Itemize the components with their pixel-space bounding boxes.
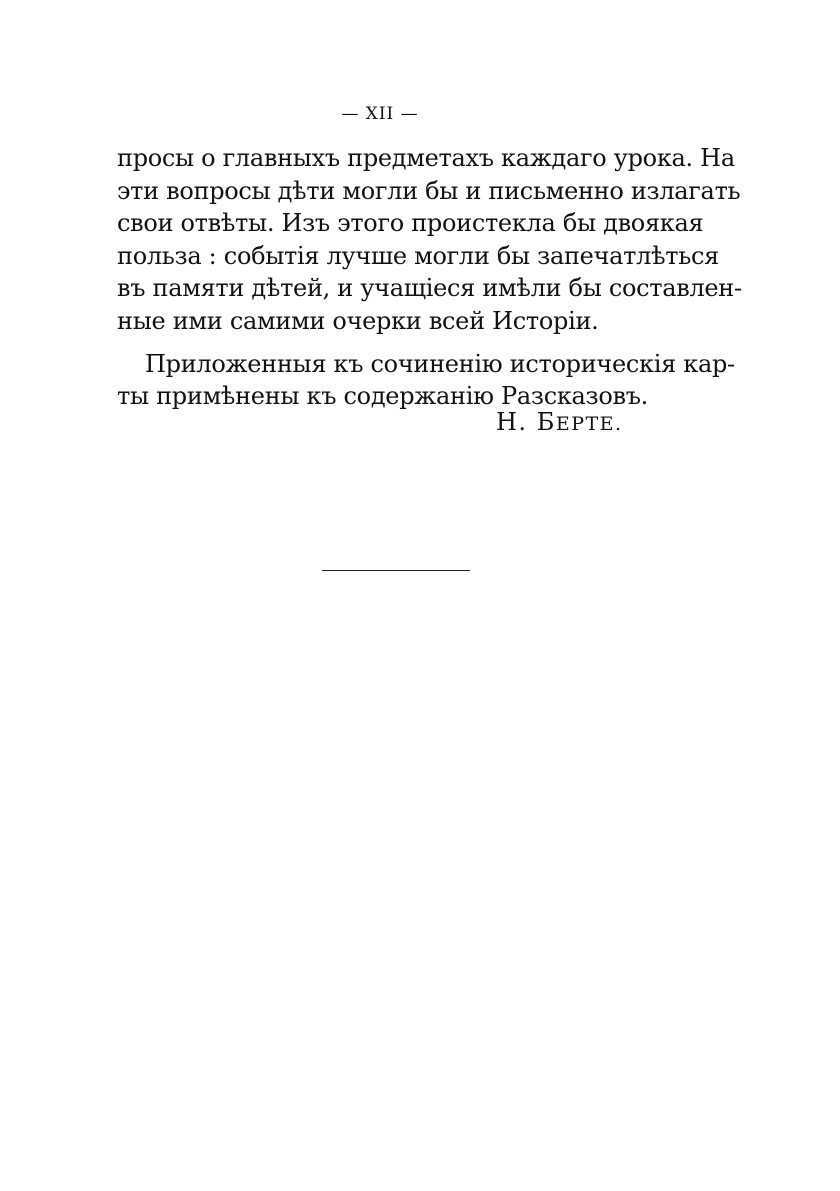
text-line: свои отвѣты. Изъ этого проистекла бы двоякая [117,209,704,238]
signature-initial: Н. [496,408,528,436]
text-line: просы о главныхъ предметахъ каждаго урока. На [117,144,735,172]
text-line: ты примѣнены къ содержанію Разсказовъ. [117,382,648,411]
paragraph-1 [117,142,742,338]
text-line: ные ими самими очерки всей Исторіи. [117,306,599,335]
paragraph-2 [117,348,735,413]
text-line: въ памяти дѣтей, и учащіеся имѣли бы составлен- [117,274,742,303]
text-line: эти вопросы дѣти могли бы и письменно излагать [117,176,741,205]
text-line: польза : событія лучше могли бы запечатлѣться [117,241,719,270]
page-number: — XII — [341,104,419,124]
signature-surname-rest: ЕРТЕ. [555,413,623,435]
signature-surname-first-letter: Б [536,408,556,436]
end-rule [322,570,470,571]
text-line: Приложенныя къ сочиненію историческія кар- [145,349,735,378]
body-text [117,142,742,413]
author-signature [496,408,623,436]
